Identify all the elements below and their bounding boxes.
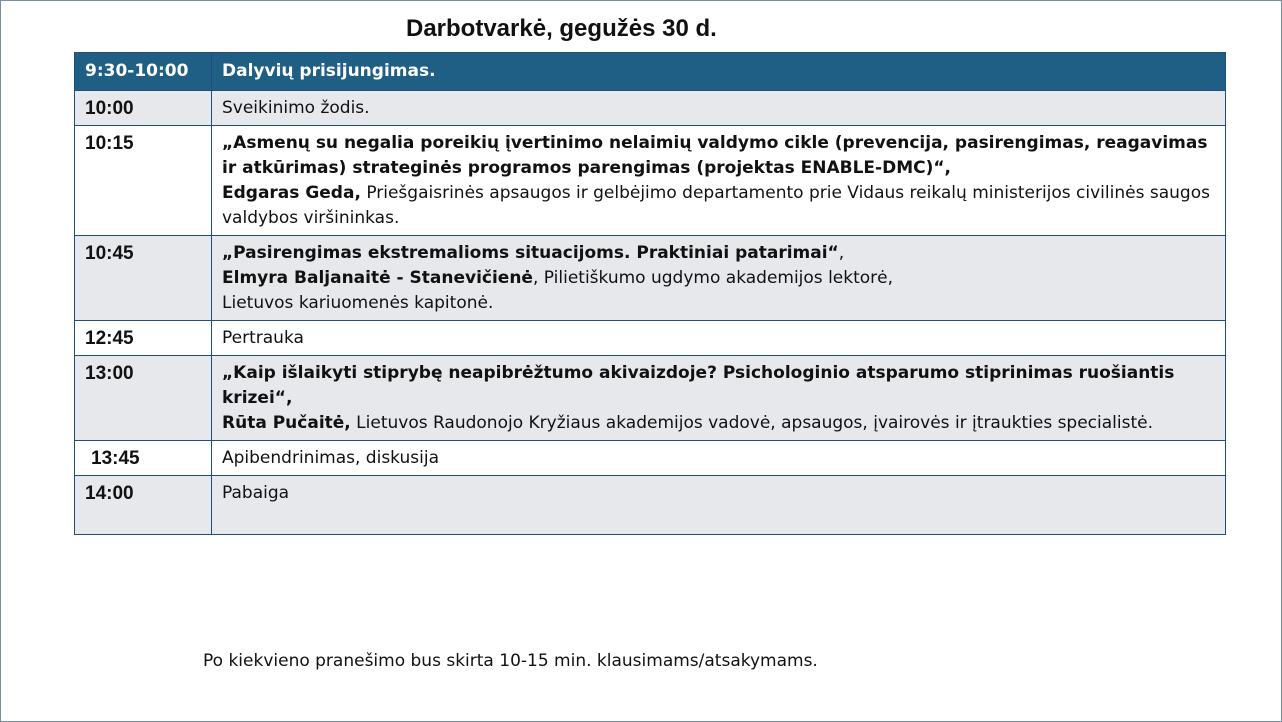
agenda-row [75, 356, 1226, 441]
speaker-affiliation: Lietuvos Raudonojo Kryžiaus akademijos vadovė, apsaugos, įvairovės ir įtraukties specialistė. [356, 413, 1154, 433]
agenda-item-text: Sveikinimo žodis. [212, 91, 1226, 126]
agenda-item-text: Pabaiga [212, 476, 1226, 535]
agenda-time: 13:00 [75, 356, 212, 441]
agenda-header-row [75, 53, 1226, 91]
agenda-item-text: Pertrauka [212, 321, 1226, 356]
footnote: Po kiekvieno pranešimo bus skirta 10-15 min. klausimams/atsakymams. [203, 651, 818, 671]
agenda-time: 10:15 [75, 126, 212, 236]
speaker-name: Rūta Pučaitė, [222, 413, 351, 433]
talk-title: „Asmenų su negalia poreikių įvertinimo nelaimių valdymo cikle (prevencija, pasirengimas, reagavimas ir atkūrimas) strateginės programos parengimas (projektas ENABLE-DMC)“, [222, 133, 1208, 178]
agenda-time: 13:45 [75, 441, 212, 476]
agenda-item-title: Dalyvių prisijungimas. [212, 53, 1226, 91]
agenda-row [75, 441, 1226, 476]
agenda-row [75, 236, 1226, 321]
speaker-name: Edgaras Geda, [222, 183, 361, 203]
agenda-time: 9:30-10:00 [75, 53, 212, 91]
speaker-affiliation: Priešgaisrinės apsaugos ir gelbėjimo departamento prie Vidaus reikalų ministerijos civilinės saugos valdybos viršininkas. [222, 183, 1210, 228]
agenda-time: 12:45 [75, 321, 212, 356]
agenda-row [75, 476, 1226, 535]
agenda-row [75, 321, 1226, 356]
agenda-item-cell [212, 236, 1226, 321]
talk-title: „Pasirengimas ekstremalioms situacijoms. Praktiniai patarimai“ [222, 243, 839, 263]
page-title: Darbotvarkė, gegužės 30 d. [406, 15, 717, 42]
title-suffix: , [838, 243, 845, 263]
agenda-table [74, 52, 1226, 535]
agenda-time: 14:00 [75, 476, 212, 535]
speaker-name: Elmyra Baljanaitė - Stanevičienė [222, 268, 533, 288]
agenda-item-text: Apibendrinimas, diskusija [212, 441, 1226, 476]
speaker-affiliation: , Pilietiškumo ugdymo akademijos lektorė, [532, 268, 894, 288]
talk-title: „Kaip išlaikyti stiprybę neapibrėžtumo akivaizdoje? Psichologinio atsparumo stiprinimas ruošiantis krizei“, [222, 363, 1175, 408]
agenda-time: 10:00 [75, 91, 212, 126]
agenda-row [75, 126, 1226, 236]
speaker-affiliation-line2: Lietuvos kariuomenės kapitonė. [222, 293, 494, 313]
agenda-row [75, 91, 1226, 126]
agenda-item-cell [212, 356, 1226, 441]
agenda-item-cell [212, 126, 1226, 236]
agenda-time: 10:45 [75, 236, 212, 321]
